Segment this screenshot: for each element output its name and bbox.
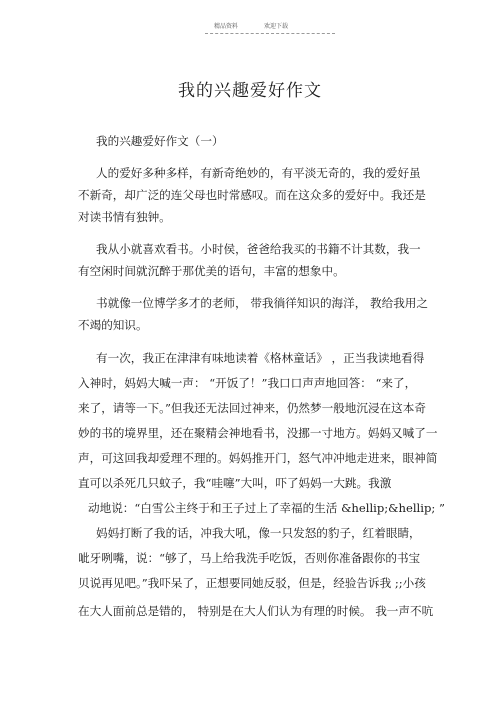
page-header (205, 19, 335, 34)
paragraph-line: 妙的书的境界里，还在聚精会神地看书，没挪一寸地方。妈妈又喊了一 (78, 426, 438, 440)
paragraph-line: 不新奇，却广泛的连父母也时常感叹。而在这众多的爱好中。我还是 (78, 188, 426, 202)
paragraph-line: 直可以杀死几只蚊子，我“哇噻”大叫，吓了妈妈一大跳。我激 (78, 476, 392, 490)
paragraph-line: 有空闲时间就沉醉于那优美的语句，丰富的想象中。 (78, 264, 345, 278)
paragraph-line: 来了，请等一下。”但我还无法回过神来，仍然梦一般地沉浸在这本奇 (78, 401, 426, 415)
paragraph-line: 人的爱好多种多样，有新奇绝妙的，有平淡无奇的，我的爱好虽 (96, 166, 421, 180)
paragraph-line: 我从小就喜欢看书。小时侯，爸爸给我买的书籍不计其数，我一 (96, 242, 421, 256)
paragraph-line: 有一次，我正在津津有味地读着《格林童话》 ，正当我读地看得 (96, 351, 425, 365)
paragraph-line: 不竭的知识。 (78, 318, 148, 332)
paragraph-line: 妈妈打断了我的话，冲我大吼，像一只发怒的豹子，红着眼睛， (96, 526, 421, 540)
paragraph-line: 呲牙咧嘴，说：“够了，马上给我洗手吃饭，否则你准备跟你的书宝 (78, 551, 421, 565)
document-title: 我的兴趣爱好作文 (178, 81, 322, 101)
paragraph-line: 声，可这回我却爱理不理的。妈妈推开门，怒气冲冲地走进来，眼神简 (78, 451, 438, 465)
section-heading: 我的兴趣爱好作文（一） (96, 134, 224, 148)
paragraph-line: 对读书情有独钟。 (78, 210, 171, 224)
paragraph-line: 贝说再见吧。”我吓呆了，正想要同她反驳，但是，经验告诉我 ;;小孩 (78, 576, 426, 590)
paragraph-line: 动地说：“白雪公主终于和王子过上了幸福的生活 &hellip;&hellip; ” (88, 501, 445, 515)
header-right-text: 欢迎下载 (264, 23, 289, 30)
paragraph-line: 书就像一位博学多才的老师， 带我徜徉知识的海洋， 教给我用之 (96, 296, 428, 310)
paragraph-line: 入神时，妈妈大喊一声： “开饭了！”我口口声声地回答： “来了， (78, 376, 417, 390)
paragraph-line: 在大人面前总是错的， 特别是在大人们认为有理的时候。 我一声不吭 (78, 604, 434, 618)
header-left-text: 精品资料 (214, 23, 239, 30)
